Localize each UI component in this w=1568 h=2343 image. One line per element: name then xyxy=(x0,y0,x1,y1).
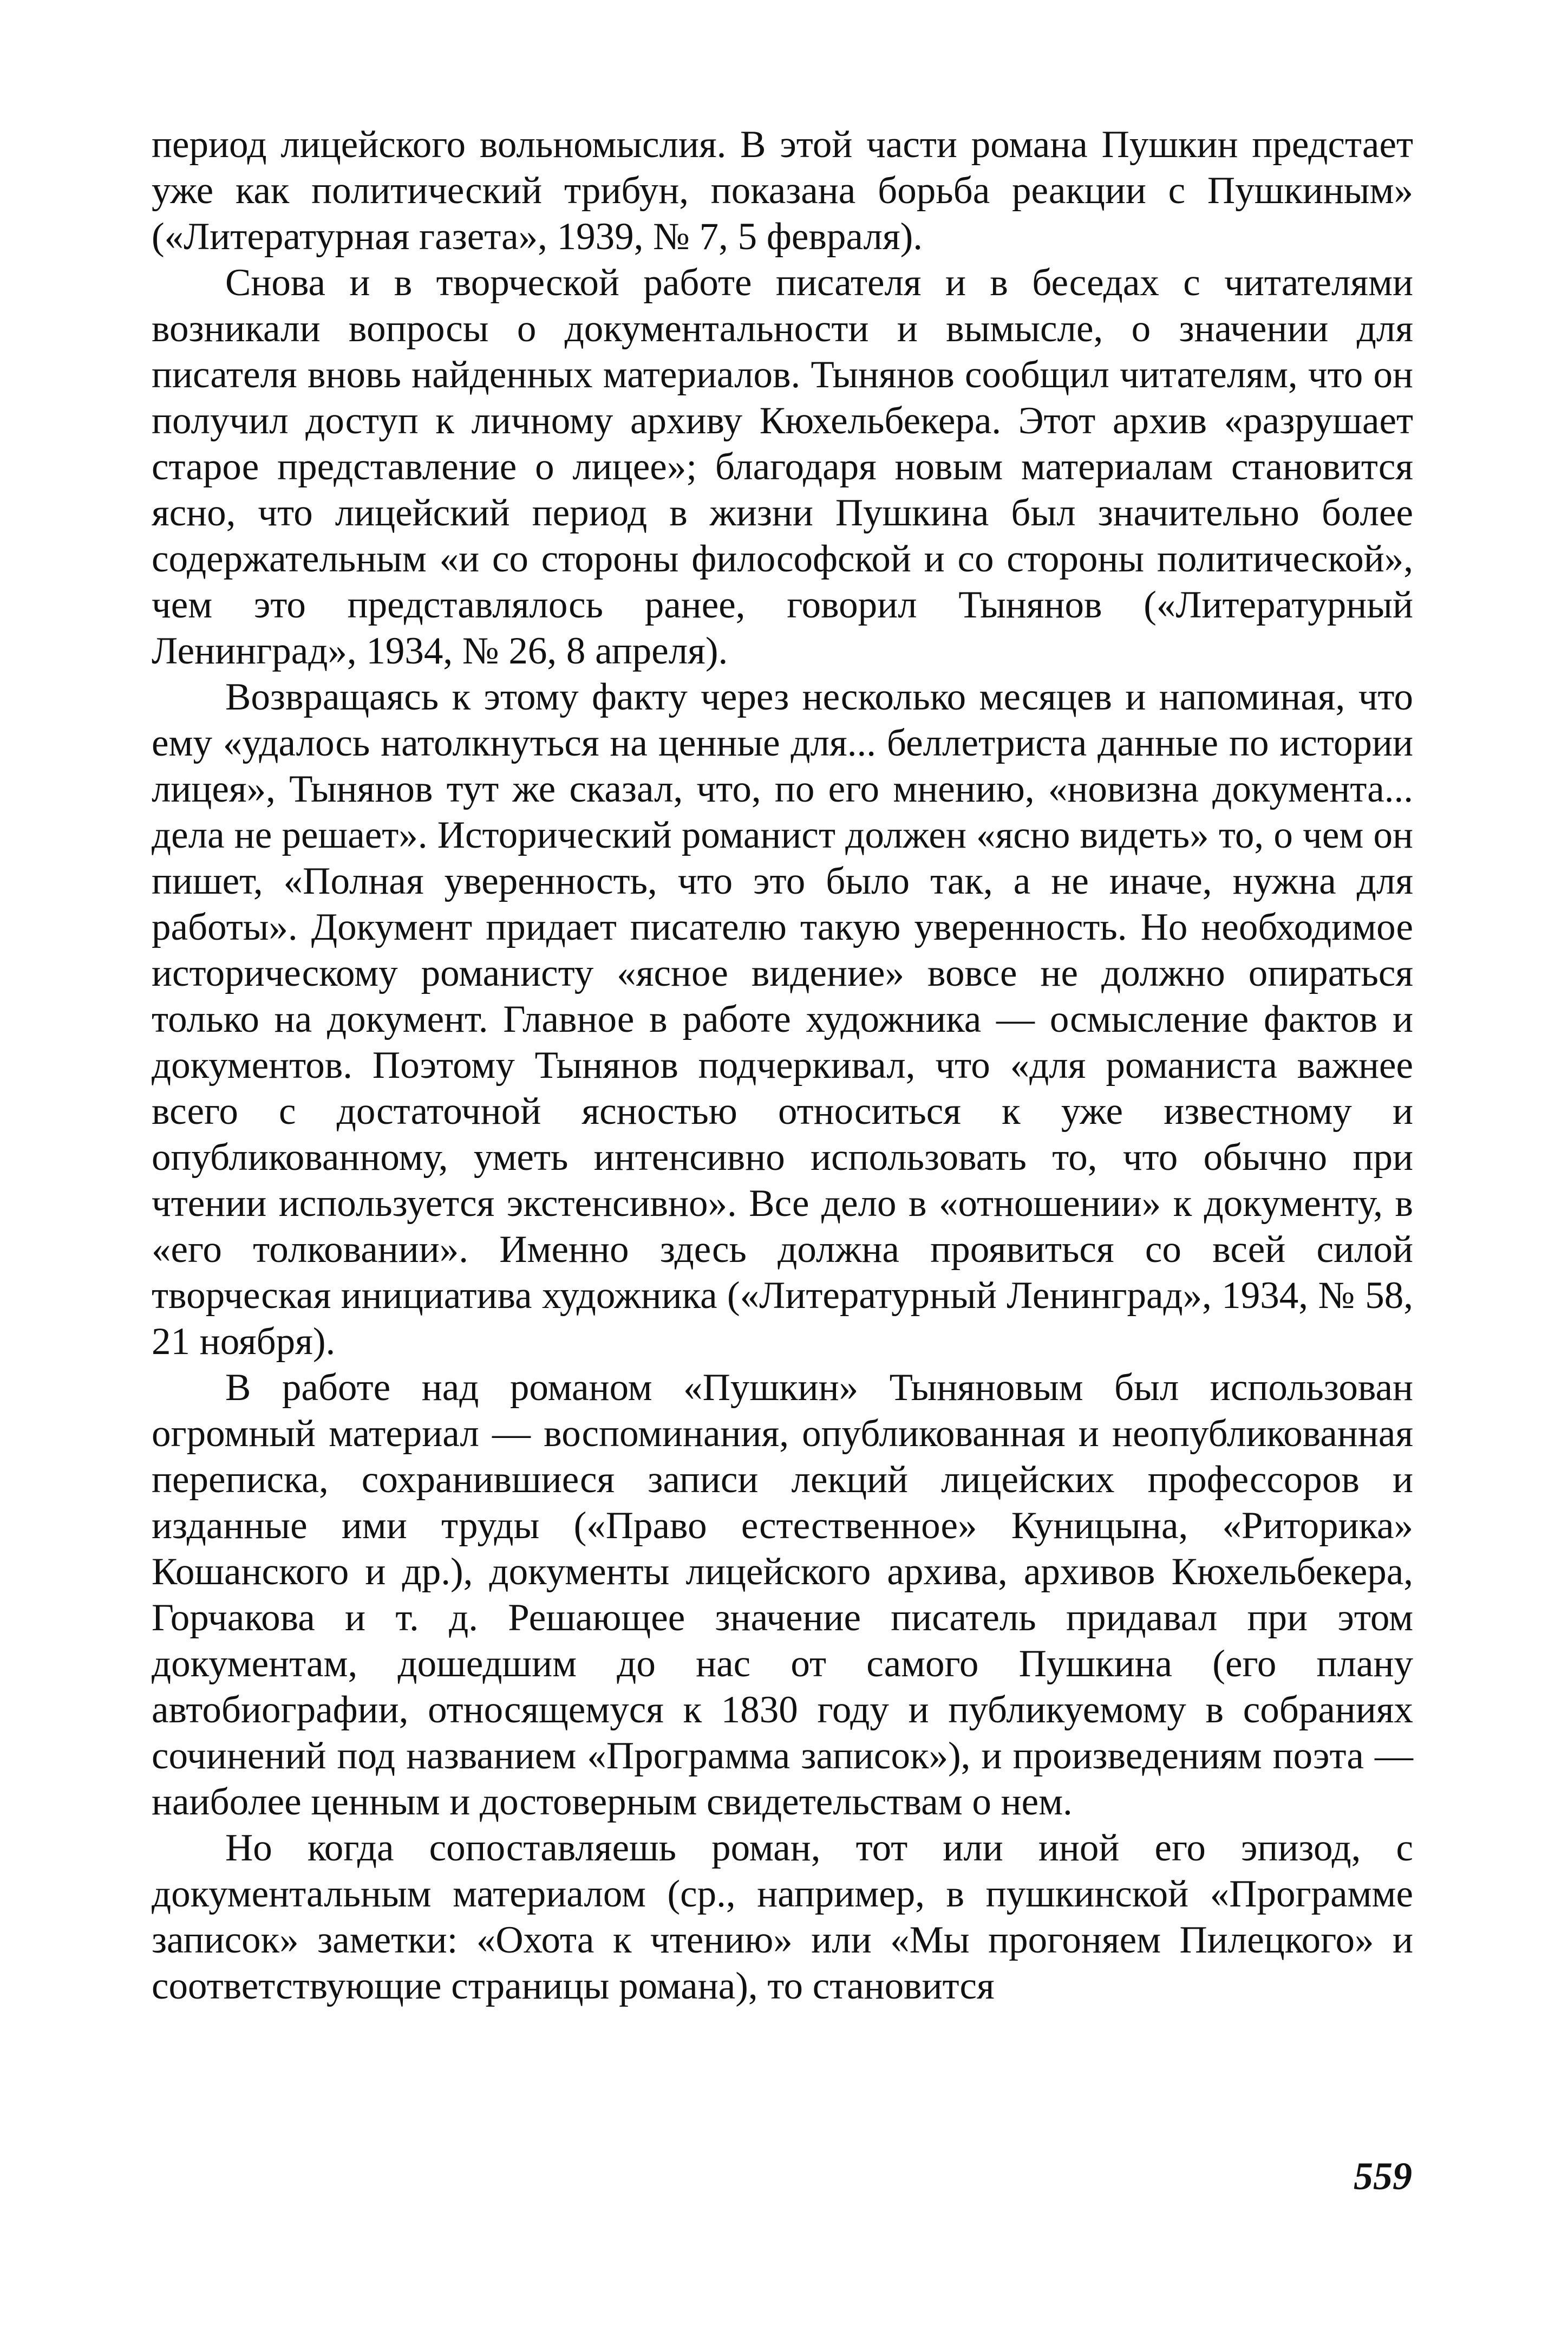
page-number: 559 xyxy=(1354,2155,1412,2198)
paragraph-2: Снова и в творческой работе писателя и в беседах с читателями возникали вопросы о документальности и вымысле, о значении для писателя вновь найденных материалов. Тынянов сообщил читателям, что он получил доступ к личному архиву Кюхельбекера. Этот архив «разрушает старое представление о лицее»; благодаря новым материалам становится ясно, что лицейский период в жизни Пушкина был значительно более содержательным «и со стороны философской и со стороны политической», чем это представлялось ранее, говорил Тынянов («Литературный Ленинград», 1934, № 26, 8 апреля). xyxy=(152,262,1413,672)
paragraph-4: В работе над романом «Пушкин» Тыняновым был использован огромный материал — воспоминания, опубликованная и неопубликованная переписка, сохранившиеся записи лекций лицейских профессоров и изданные ими труды («Право естественное» Куницына, «Риторика» Кошанского и др.), документы лицейского архива, архивов Кюхельбекера, Горчакова и т. д. Решающее значение писатель придавал при этом документам, дошедшим до нас от самого Пушкина (его плану автобиографии, относящемуся к 1830 году и публикуемому в собраниях сочинений под названием «Программа записок»), и произведениям поэта — наиболее ценным и достоверным свидетельствам о нем. xyxy=(152,1366,1413,1823)
paragraph-3: Возвращаясь к этому факту через несколько месяцев и напоминая, что ему «удалось натолкнуться на ценные для... беллетриста данные по истории лицея», Тынянов тут же сказал, что, по его мнению, «новизна документа... дела не решает». Исторический романист должен «ясно видеть» то, о чем он пишет, «Полная уверенность, что это было так, а не иначе, нужна для работы». Документ придает писателю такую уверенность. Но необходимое историческому романисту «ясное видение» вовсе не должно опираться только на документ. Главное в работе художника — осмысление фактов и документов. Поэтому Тынянов подчеркивал, что «для романиста важнее всего с достаточной ясностью относиться к уже известному и опубликованному, уметь интенсивно использовать то, что обычно при чтении используется экстенсивно». Все дело в «отношении» к документу, в «его толковании». Именно здесь должна проявиться со всей силой творческая инициатива художника («Литературный Ленинград», 1934, № 58, 21 ноября). xyxy=(152,676,1413,1363)
page-body xyxy=(152,122,1413,2009)
paragraph-5: Но когда сопоставляешь роман, тот или иной его эпизод, с документальным материалом (ср., например, в пушкинской «Программе записок» заметки: «Охота к чтению» или «Мы прогоняем Пилецкого» и соответствующие страницы романа), то становится xyxy=(152,1827,1413,2007)
paragraph-1: период лицейского вольномыслия. В этой части романа Пушкин предстает уже как политический трибун, показана борьба реакции с Пушкиным» («Литературная газета», 1939, № 7, 5 февраля). xyxy=(152,123,1413,258)
